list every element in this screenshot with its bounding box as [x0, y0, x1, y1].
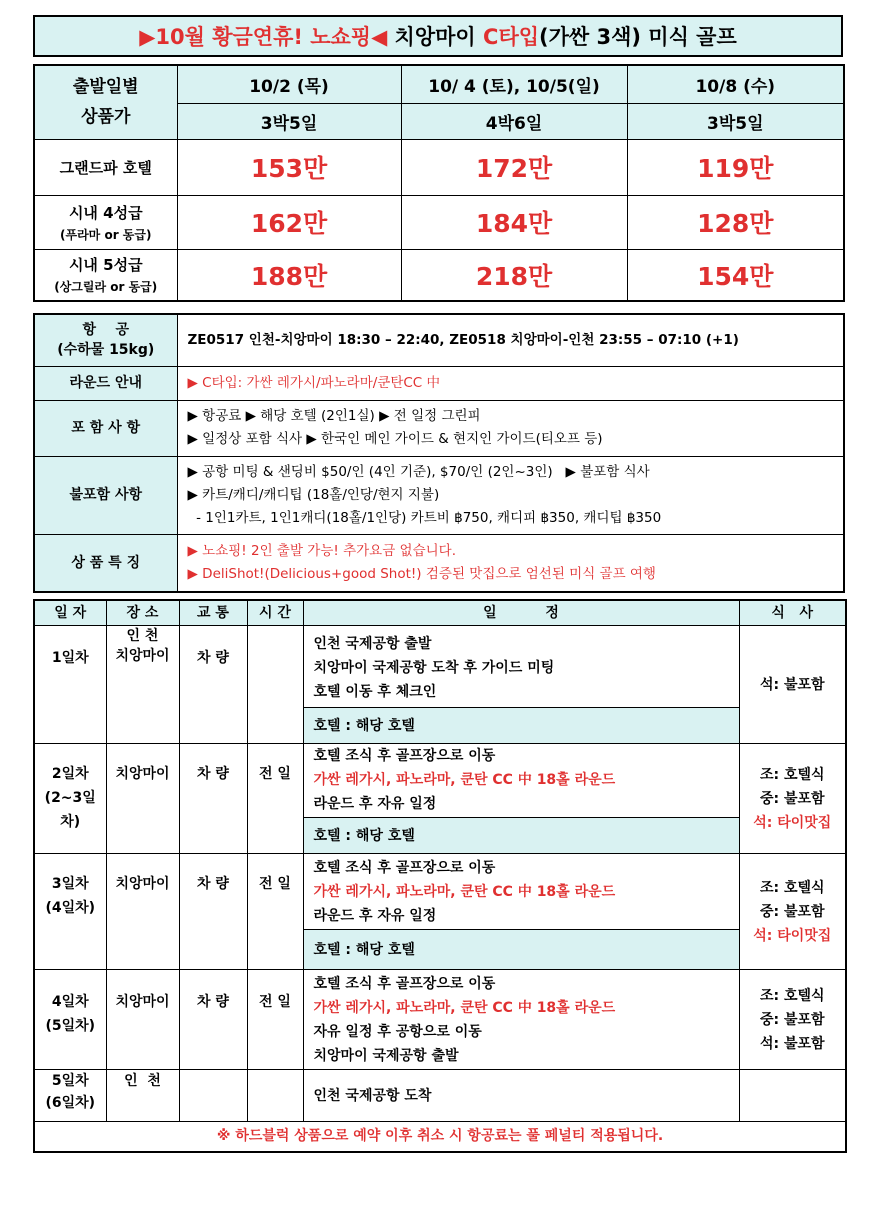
day-label: 2일차: [51, 766, 89, 782]
time-cell: 전 일: [247, 854, 303, 970]
schedule-line: 라운드 후 자유 일정: [313, 796, 437, 812]
transport-cell: 차 량: [179, 744, 247, 854]
date-cell: 10/ 4 (토), 10/5(일): [401, 65, 627, 103]
place-cell: 치앙마이: [106, 854, 179, 970]
schedule-line: 인천 국제공항 출발: [313, 636, 432, 652]
exclude-line: ▶ 카트/캐디/캐디팁 (18홀/인당/현지 지불): [187, 486, 440, 503]
price-cell: 172만: [401, 139, 627, 195]
flight-label-1: 항 공: [82, 322, 130, 339]
meal-cell: [739, 970, 846, 1070]
title-suffix: (가싼 3색) 미식 골프: [539, 25, 737, 49]
transport-cell: 차 량: [179, 626, 247, 744]
include-line: ▶ 일정상 포함 식사 ▶ 한국인 메인 가이드 & 현지인 가이드(티오프 등): [187, 431, 603, 447]
price-cell: 153만: [177, 139, 401, 195]
day-sub-label: (5일차): [45, 1018, 96, 1034]
day-cell: [34, 1070, 106, 1122]
itinerary-table: [33, 599, 847, 1153]
meal-line: 중: 불포함: [759, 903, 825, 920]
cancellation-note: ※ 하드블럭 상품으로 예약 이후 취소 시 항공료는 풀 페널티 적용됩니다.: [34, 1122, 846, 1152]
exclude-line: - 1인1카트, 1인1캐디(18홀/1인당) 카트비 ฿750, 캐디피 ฿350, 캐디팁 ฿350: [187, 509, 662, 526]
meal-line: 석: 불포함: [759, 676, 825, 693]
feature-label: 상 품 특 징: [34, 534, 177, 592]
schedule-line: 호텔 조식 후 골프장으로 이동: [313, 860, 496, 876]
day-label: 3일차: [51, 876, 89, 892]
transport-cell: [179, 1070, 247, 1122]
page-title: [33, 15, 843, 57]
price-header-label-1: 출발일별: [72, 77, 139, 98]
meal-cell: [739, 1070, 846, 1122]
header-time: 시 간: [247, 600, 303, 626]
day-sub-label: (4일차): [45, 900, 96, 916]
exclude-info: [177, 456, 844, 534]
schedule-line: 인천 국제공항 도착: [313, 1087, 432, 1104]
hotel-row: 호텔 : 해당 호텔: [303, 930, 739, 970]
schedule-line: 라운드 후 자유 일정: [313, 908, 437, 924]
day-sub-label: (6일차): [45, 1095, 96, 1111]
exclude-line: ▶ 공항 미팅 & 샌딩비 $50/인 (4인 기준), $70/인 (2인~3인) ▶ 불포함 식사: [187, 463, 650, 480]
round-info: ▶ C타입: 가싼 레가시/파노라마/쿤탄CC 中: [177, 366, 844, 400]
flight-info: ZE0517 인천-치앙마이 18:30 – 22:40, ZE0518 치앙마이-인천 23:55 – 07:10 (+1): [177, 314, 844, 366]
hotel-row-sub: (상그릴라 or 동급): [54, 280, 158, 295]
schedule-line: 가싼 레가시, 파노라마, 쿤탄 CC 中 18홀 라운드: [313, 772, 616, 788]
schedule-line: 호텔 조식 후 골프장으로 이동: [313, 976, 496, 992]
round-label: 라운드 안내: [34, 366, 177, 400]
meal-line: 석: 타이맛집: [753, 814, 832, 831]
schedule-line: 치앙마이 국제공항 도착 후 가이드 미팅: [313, 660, 555, 676]
hotel-row-name: 시내 5성급: [68, 256, 143, 275]
price-table: [33, 64, 845, 302]
title-prefix: ▶10월 황금연휴! 노쇼핑◀: [139, 25, 388, 49]
schedule-cell: [303, 854, 739, 930]
schedule-line: 가싼 레가시, 파노라마, 쿤탄 CC 中 18홀 라운드: [313, 1000, 616, 1016]
day-cell: [34, 970, 106, 1070]
exclude-label: 불포함 사항: [34, 456, 177, 534]
hotel-row-label: 그랜드파 호텔: [34, 139, 177, 195]
schedule-cell: [303, 626, 739, 708]
title-ctype: C타입: [483, 25, 540, 49]
flight-label: [34, 314, 177, 366]
time-cell: 전 일: [247, 970, 303, 1070]
header-place: 장 소: [106, 600, 179, 626]
time-cell: [247, 626, 303, 744]
hotel-row: 호텔 : 해당 호텔: [303, 708, 739, 744]
price-cell: 128만: [627, 195, 844, 249]
place-label: 인 천: [126, 628, 159, 644]
include-line: ▶ 항공료 ▶ 해당 호텔 (2인1실) ▶ 전 일정 그린피: [187, 408, 481, 424]
include-label: 포 함 사 항: [34, 400, 177, 456]
place-cell: 치앙마이: [106, 744, 179, 854]
meal-line: 중: 불포함: [759, 790, 825, 807]
meal-cell: [739, 626, 846, 744]
transport-cell: 차 량: [179, 970, 247, 1070]
hotel-row-name: 시내 4성급: [68, 203, 143, 222]
header-schedule: 일 정: [303, 600, 739, 626]
duration-cell: 4박6일: [401, 103, 627, 139]
place-cell: 인 천: [106, 1070, 179, 1122]
include-info: [177, 400, 844, 456]
day-cell: [34, 854, 106, 970]
header-meal: 식 사: [739, 600, 846, 626]
flight-label-2: (수하물 15kg): [57, 342, 155, 359]
meal-line: 석: 불포함: [759, 1035, 825, 1052]
time-cell: [247, 1070, 303, 1122]
price-header-label-2: 상품가: [81, 107, 131, 128]
price-header-label: [34, 65, 177, 139]
schedule-line: 호텔 조식 후 골프장으로 이동: [313, 748, 496, 764]
duration-cell: 3박5일: [177, 103, 401, 139]
price-cell: 154만: [627, 249, 844, 301]
day-label: 4일차: [51, 994, 89, 1010]
place-label: 치앙마이: [115, 648, 170, 664]
time-cell: 전 일: [247, 744, 303, 854]
schedule-cell: [303, 970, 739, 1070]
date-cell: 10/8 (수): [627, 65, 844, 103]
date-cell: 10/2 (목): [177, 65, 401, 103]
day-sub-label: (2~3일차): [44, 790, 96, 830]
schedule-line: 자유 일정 후 공항으로 이동: [313, 1024, 482, 1040]
hotel-row: 호텔 : 해당 호텔: [303, 818, 739, 854]
place-cell: 치앙마이: [106, 970, 179, 1070]
schedule-line: 가싼 레가시, 파노라마, 쿤탄 CC 中 18홀 라운드: [313, 884, 616, 900]
price-cell: 188만: [177, 249, 401, 301]
schedule-line: 호텔 이동 후 체크인: [313, 684, 437, 700]
price-cell: 218만: [401, 249, 627, 301]
hotel-row-sub: (푸라마 or 동급): [60, 227, 152, 242]
price-cell: 119만: [627, 139, 844, 195]
schedule-cell: [303, 744, 739, 818]
price-cell: 184만: [401, 195, 627, 249]
meal-line: 조: 호텔식: [759, 987, 825, 1004]
duration-cell: 3박5일: [627, 103, 844, 139]
feature-line: ▶ DeliShot!(Delicious+good Shot!) 검증된 맛집으로 엄선된 미식 골프 여행: [187, 565, 656, 582]
meal-line: 조: 호텔식: [759, 766, 825, 783]
place-cell: [106, 626, 179, 744]
info-table: [33, 313, 845, 593]
day-cell: [34, 744, 106, 854]
meal-cell: [739, 744, 846, 854]
transport-cell: 차 량: [179, 854, 247, 970]
header-day: 일 자: [34, 600, 106, 626]
day-cell: [34, 626, 106, 744]
feature-info: [177, 534, 844, 592]
day-label: 5일차: [51, 1073, 89, 1089]
hotel-row-label: [34, 195, 177, 249]
hotel-row-label: [34, 249, 177, 301]
meal-line: 석: 타이맛집: [753, 927, 832, 944]
schedule-cell: [303, 1070, 739, 1122]
meal-line: 조: 호텔식: [759, 879, 825, 896]
feature-line: ▶ 노쇼핑! 2인 출발 가능! 추가요금 없습니다.: [187, 542, 456, 559]
title-mid: 치앙마이: [387, 25, 484, 49]
schedule-line: 치앙마이 국제공항 출발: [313, 1048, 459, 1064]
meal-cell: [739, 854, 846, 970]
meal-line: 중: 불포함: [759, 1011, 825, 1028]
price-cell: 162만: [177, 195, 401, 249]
header-transport: 교 통: [179, 600, 247, 626]
day-label: 1일차: [51, 650, 89, 666]
